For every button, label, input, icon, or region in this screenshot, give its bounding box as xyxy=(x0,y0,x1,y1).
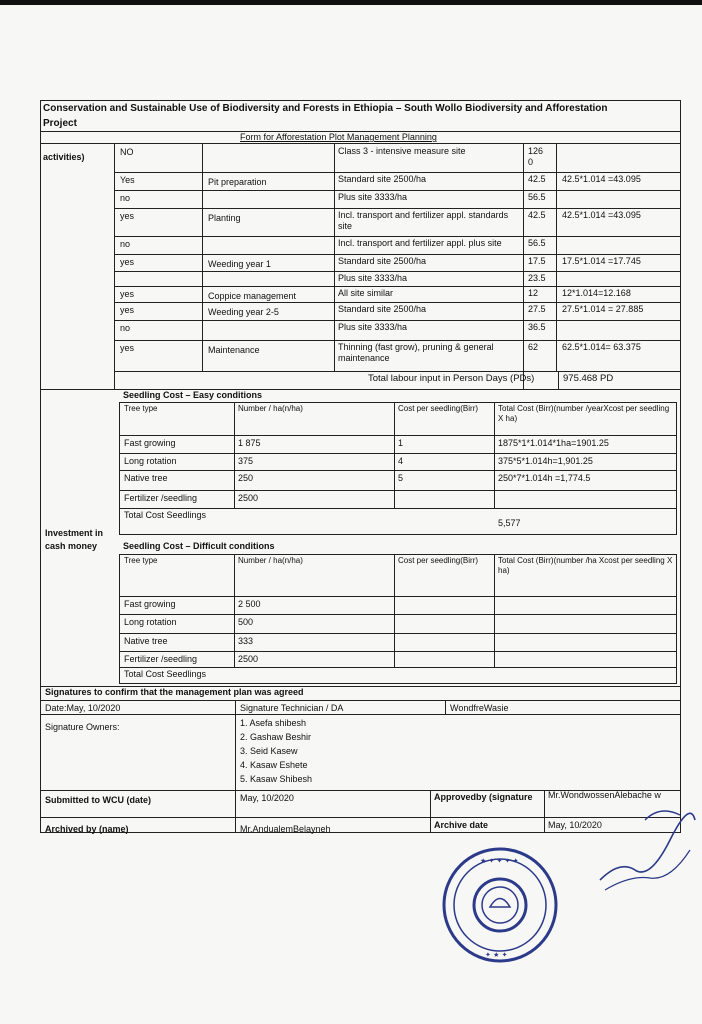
row-divider xyxy=(114,340,681,341)
approved-value: Mr.WondwossenAlebache w xyxy=(548,790,661,800)
total-labour-value: 975.468 PD xyxy=(563,373,614,384)
row-divider xyxy=(119,470,677,471)
activity-pd: 42.5 xyxy=(528,210,546,220)
svg-text:✦ ★ ✦: ✦ ★ ✦ xyxy=(485,951,508,959)
row-divider xyxy=(114,320,681,321)
archive-date-value: May, 10/2020 xyxy=(548,820,602,830)
tree-total: 1875*1*1.014*1ha=1901.25 xyxy=(498,438,609,448)
archived-value: Mr.AndualemBelayneh xyxy=(240,824,331,834)
activity-pd: 42.5 xyxy=(528,174,546,184)
table-header: Total Cost (Birr)(number /ha Xcost per seedling X ha) xyxy=(498,556,673,575)
row-divider xyxy=(119,651,677,652)
activity-site: Incl. transport and fertilizer appl. standards site xyxy=(338,210,509,231)
activity-site: Class 3 - intensive measure site xyxy=(338,146,466,156)
row-divider xyxy=(114,302,681,303)
activity-pd: 126 0 xyxy=(528,146,544,167)
tree-cost: 4 xyxy=(398,456,404,466)
approved-label: Approvedby (signature xyxy=(434,792,533,802)
technician-label: Signature Technician / DA xyxy=(240,703,344,713)
activity-flag: NO xyxy=(120,147,134,157)
row-divider xyxy=(119,614,677,615)
row-divider xyxy=(119,435,677,436)
row-divider xyxy=(119,453,677,454)
activity-pd: 56.5 xyxy=(528,192,546,202)
archived-label: Archived by (name) xyxy=(45,824,129,834)
tree-number: 2500 xyxy=(238,493,259,503)
activity-flag: yes xyxy=(120,343,135,353)
row-divider xyxy=(114,236,681,237)
activity-site: Plus site 3333/ha xyxy=(338,273,408,283)
activity-name: Planting xyxy=(208,213,241,223)
handwritten-signature xyxy=(590,800,700,900)
date-label: Date:May, 10/2020 xyxy=(45,703,121,713)
activity-site: Plus site 3333/ha xyxy=(338,322,408,332)
owner-name: 3. Seid Kasew xyxy=(240,746,298,756)
table-header: Number / ha(n/ha) xyxy=(238,556,303,565)
tree-number: 375 xyxy=(238,456,254,466)
row-divider xyxy=(119,596,677,597)
activity-site: Thinning (fast grow), pruning & general maintenance xyxy=(338,342,494,363)
signatures-title: Signatures to confirm that the management plan was agreed xyxy=(45,687,304,697)
activity-name: Maintenance xyxy=(208,345,260,355)
owner-name: 2. Gashaw Beshir xyxy=(240,732,312,742)
activity-pd: 56.5 xyxy=(528,238,546,248)
activity-calc: 12*1.014=12.168 xyxy=(562,288,631,298)
submitted-label: Submitted to WCU (date) xyxy=(45,795,151,805)
total-cost-label: Total Cost Seedlings xyxy=(124,669,207,679)
svg-text:★ ✦ ✦ ✦ ✦: ★ ✦ ✦ ✦ ✦ xyxy=(480,857,519,865)
activity-flag: yes xyxy=(120,305,135,315)
row-divider xyxy=(114,172,681,173)
activity-calc: 62.5*1.014= 63.375 xyxy=(562,342,641,352)
table-header: Number / ha(n/ha) xyxy=(238,404,303,413)
activity-flag: no xyxy=(120,239,131,249)
activity-name: Weeding year 1 xyxy=(208,259,271,269)
column-divider xyxy=(394,402,395,508)
project-title: Conservation and Sustainable Use of Biodiversity and Forests in Ethiopia – South Wollo Biodiversity and Afforestation xyxy=(43,103,608,114)
activity-pd: 27.5 xyxy=(528,304,546,314)
column-divider xyxy=(494,402,495,508)
tree-number: 2 500 xyxy=(238,599,261,609)
tree-type: Native tree xyxy=(124,636,168,646)
tree-type: Fertilizer /seedling xyxy=(124,493,198,503)
activity-site: Standard site 2500/ha xyxy=(338,304,427,314)
tree-type: Native tree xyxy=(124,473,168,483)
archive-date-label: Archive date xyxy=(434,820,489,830)
difficult-title: Seedling Cost – Difficult conditions xyxy=(123,541,275,551)
tree-number: 250 xyxy=(238,473,254,483)
owner-name: 4. Kasaw Eshete xyxy=(240,760,308,770)
activity-name: Coppice management xyxy=(208,291,297,301)
tree-cost: 5 xyxy=(398,473,404,483)
row-divider xyxy=(119,633,677,634)
activity-calc: 42.5*1.014 =43.095 xyxy=(562,174,641,184)
submitted-value: May, 10/2020 xyxy=(240,793,294,803)
row-divider xyxy=(114,190,681,191)
activity-pd: 62 xyxy=(528,342,539,352)
table-header: Tree type xyxy=(124,404,158,413)
row-divider xyxy=(114,208,681,209)
activity-site: All site similar xyxy=(338,288,394,298)
activity-pd: 23.5 xyxy=(528,273,546,283)
total-labour-label: Total labour input in Person Days (PDs) xyxy=(368,373,535,384)
tree-number: 500 xyxy=(238,617,254,627)
activity-flag: yes xyxy=(120,211,135,221)
activity-flag: no xyxy=(120,193,131,203)
activity-site: Plus site 3333/ha xyxy=(338,192,408,202)
activity-flag: Yes xyxy=(120,175,135,185)
column-divider xyxy=(234,402,235,508)
tree-total: 250*7*1.014h =1,774.5 xyxy=(498,473,591,483)
row-divider xyxy=(114,286,681,287)
table-header: Total Cost (Birr)(number /yearXcost per seedling X ha) xyxy=(498,404,670,423)
activity-pd: 12 xyxy=(528,288,539,298)
tree-type: Fast growing xyxy=(124,438,176,448)
row-divider xyxy=(114,271,681,272)
tree-type: Long rotation xyxy=(124,617,177,627)
activity-site: Standard site 2500/ha xyxy=(338,256,427,266)
owner-name: 5. Kasaw Shibesh xyxy=(240,774,313,784)
row-divider xyxy=(119,490,677,491)
tree-number: 2500 xyxy=(238,654,259,664)
activity-site: Incl. transport and fertilizer appl. plus site xyxy=(338,238,502,248)
official-seal xyxy=(440,845,560,965)
owner-name: 1. Asefa shibesh xyxy=(240,718,307,728)
row-divider xyxy=(119,508,677,509)
form-title: Form for Afforestation Plot Management Planning xyxy=(240,132,437,142)
table-header: Tree type xyxy=(124,556,158,565)
activity-calc: 17.5*1.014 =17.745 xyxy=(562,256,641,266)
activity-site: Standard site 2500/ha xyxy=(338,174,427,184)
total-cost-label: Total Cost Seedlings xyxy=(124,510,207,520)
table-header: Cost per seedling(Birr) xyxy=(398,404,479,413)
owners-label: Signature Owners: xyxy=(45,722,120,732)
activity-pd: 17.5 xyxy=(528,256,546,266)
activity-name: Weeding year 2-5 xyxy=(208,307,279,317)
activities-label: activities) xyxy=(43,152,85,162)
tree-total: 375*5*1.014h=1,901.25 xyxy=(498,456,593,466)
technician-name: WondfreWasie xyxy=(450,703,509,713)
tree-type: Long rotation xyxy=(124,456,177,466)
easy-title: Seedling Cost – Easy conditions xyxy=(123,390,263,400)
activity-calc: 42.5*1.014 =43.095 xyxy=(562,210,641,220)
investment-label: Investment in xyxy=(45,528,104,538)
activity-flag: yes xyxy=(120,257,135,267)
scan-border xyxy=(0,0,702,5)
activity-calc: 27.5*1.014 = 27.885 xyxy=(562,304,644,314)
row-divider xyxy=(119,667,677,668)
activity-flag: yes xyxy=(120,289,135,299)
activity-name: Pit preparation xyxy=(208,177,267,187)
project-title-cont: Project xyxy=(43,118,77,129)
investment-label-2: cash money xyxy=(45,541,98,551)
tree-number: 333 xyxy=(238,636,254,646)
tree-type: Fertilizer /seedling xyxy=(124,654,198,664)
tree-cost: 1 xyxy=(398,438,404,448)
activity-flag: no xyxy=(120,323,131,333)
row-divider xyxy=(114,254,681,255)
tree-number: 1 875 xyxy=(238,438,261,448)
table-header: Cost per seedling(Birr) xyxy=(398,556,479,565)
tree-type: Fast growing xyxy=(124,599,176,609)
activity-pd: 36.5 xyxy=(528,322,546,332)
total-cost-value: 5,577 xyxy=(498,518,521,528)
